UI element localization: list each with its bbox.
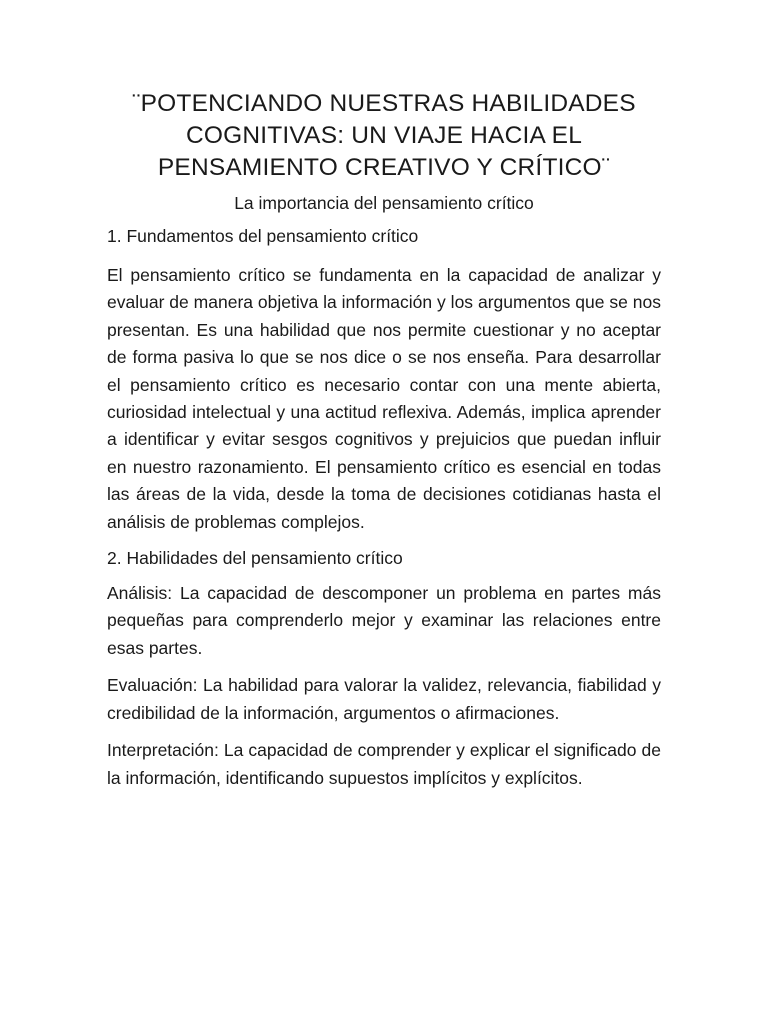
document-subtitle: La importancia del pensamiento crítico: [234, 193, 534, 213]
paragraph-fundamentos: El pensamiento crítico se fundamenta en la capacidad de analizar y evaluar de manera objetiva la información y los argumentos que se nos presentan. Es una habilidad que nos permite cuestionar y no aceptar de forma pasiva lo que se nos dice o se nos enseña. Para desarrollar el pensamiento crítico es necesario contar con una mente abierta, curiosidad intelectual y una actitud reflexiva. Además, implica aprender a identificar y evitar sesgos cognitivos y prejuicios que puedan influir en nuestro razonamiento. El pensamiento crítico es esencial en todas las áreas de la vida, desde la toma de decisiones cotidianas hasta el análisis de problemas complejos.: [107, 265, 661, 532]
document-title: ¨POTENCIANDO NUESTRAS HABILIDADES COGNITIVAS: UN VIAJE HACIA EL PENSAMIENTO CREATIVO Y CRÍTICO¨: [132, 90, 636, 181]
section-heading-fundamentos: 1. Fundamentos del pensamiento crítico: [107, 226, 419, 246]
document-page: [107, 88, 661, 792]
section-heading-habilidades: 2. Habilidades del pensamiento crítico: [107, 548, 403, 569]
paragraph-interpretacion: Interpretación: La capacidad de comprender y explicar el significado de la información, identificando supuestos implícitos y explícitos.: [107, 740, 661, 788]
paragraph-analisis: Análisis: La capacidad de descomponer un problema en partes más pequeñas para comprenderlo mejor y examinar las relaciones entre esas partes.: [107, 583, 661, 658]
paragraph-evaluacion: Evaluación: La habilidad para valorar la validez, relevancia, fiabilidad y credibilidad de la información, argumentos o afirmaciones.: [107, 675, 661, 723]
